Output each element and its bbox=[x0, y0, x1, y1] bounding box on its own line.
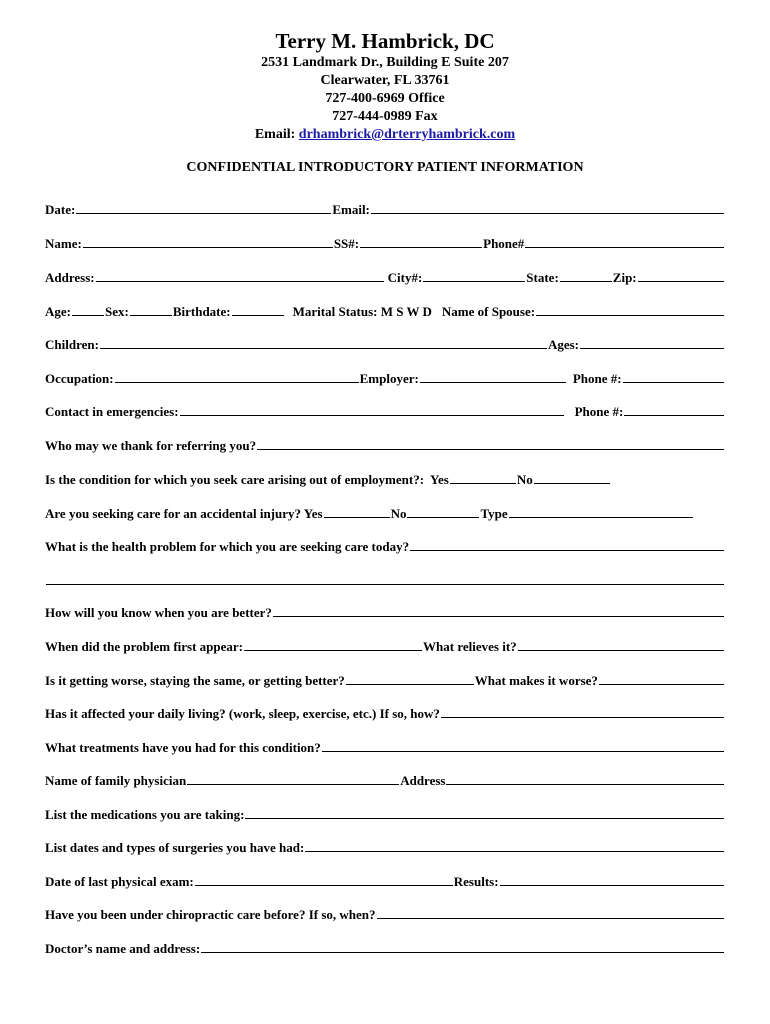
row-surgeries bbox=[45, 840, 725, 856]
phone-label: Phone# bbox=[483, 236, 525, 251]
row-better bbox=[45, 605, 725, 621]
phone-field[interactable] bbox=[525, 236, 724, 248]
spouse-field[interactable] bbox=[536, 304, 724, 316]
office-phone: 727-400-6969 Office bbox=[325, 91, 445, 106]
surgeries-field[interactable] bbox=[305, 840, 724, 852]
row-occupation bbox=[45, 371, 725, 387]
surgeries-label: List dates and types of surgeries you have had: bbox=[45, 840, 305, 855]
employment-yes-field[interactable] bbox=[450, 472, 516, 484]
accident-no-field[interactable] bbox=[407, 506, 479, 518]
doctor-label: Doctor’s name and address: bbox=[45, 941, 201, 956]
row-accident bbox=[45, 506, 725, 522]
email-label: Email: bbox=[254, 127, 296, 142]
employment-question: Is the condition for which you seek care arising out of employment?: bbox=[45, 472, 425, 487]
date-label: Date: bbox=[45, 202, 76, 217]
address-line-2: Clearwater, FL 33761 bbox=[320, 73, 450, 88]
row-physical bbox=[45, 874, 725, 890]
sex-label: Sex: bbox=[105, 304, 129, 319]
better-question: How will you know when you are better? bbox=[45, 605, 272, 620]
row-children bbox=[45, 337, 725, 353]
ss-field[interactable] bbox=[360, 236, 482, 248]
ss-label: SS#: bbox=[333, 236, 360, 251]
employer-label: Employer: bbox=[359, 371, 419, 386]
ages-label: Ages: bbox=[547, 337, 579, 352]
age-field[interactable] bbox=[72, 304, 104, 316]
age-label: Age: bbox=[45, 304, 71, 319]
row-medications bbox=[45, 807, 725, 823]
physician-address-label: Address bbox=[400, 773, 446, 788]
row-name bbox=[45, 236, 725, 252]
treatments-question: What treatments have you had for this condition? bbox=[45, 740, 321, 755]
makes-worse-label: What makes it worse? bbox=[474, 673, 598, 688]
row-date-email bbox=[45, 202, 725, 218]
accident-yes-field[interactable] bbox=[324, 506, 390, 518]
worse-field[interactable] bbox=[346, 673, 474, 685]
row-emergency bbox=[45, 404, 725, 420]
address-label: Address: bbox=[45, 270, 95, 285]
physical-exam-label: Date of last physical exam: bbox=[45, 874, 194, 889]
email-field-label: Email: bbox=[332, 202, 370, 217]
birthdate-label: Birthdate: bbox=[172, 304, 231, 319]
worse-question: Is it getting worse, staying the same, or getting better? bbox=[45, 673, 345, 688]
relieves-field[interactable] bbox=[518, 639, 724, 651]
address-line-1: 2531 Landmark Dr., Building E Suite 207 bbox=[261, 55, 509, 70]
fax-number: 727-444-0989 Fax bbox=[332, 109, 438, 124]
email-line bbox=[0, 126, 770, 144]
ages-field[interactable] bbox=[580, 337, 724, 349]
employment-no-label: No bbox=[516, 472, 533, 487]
employment-yes-label: Yes bbox=[430, 472, 449, 487]
physician-label: Name of family physician bbox=[45, 773, 187, 788]
city-field[interactable] bbox=[423, 270, 525, 282]
form-title: CONFIDENTIAL INTRODUCTORY PATIENT INFORMATION bbox=[186, 160, 584, 175]
chiropractic-question: Have you been under chiropractic care before? If so, when? bbox=[45, 907, 376, 922]
row-worse bbox=[45, 673, 725, 689]
problem-question: What is the health problem for which you are seeking care today? bbox=[45, 539, 410, 554]
results-field[interactable] bbox=[500, 874, 724, 886]
row-daily bbox=[45, 706, 725, 722]
date-field[interactable] bbox=[76, 202, 331, 214]
makes-worse-field[interactable] bbox=[599, 673, 724, 685]
row-chiropractic bbox=[45, 907, 725, 923]
row-first-appear bbox=[45, 639, 725, 655]
row-referral bbox=[45, 438, 725, 454]
results-label: Results: bbox=[453, 874, 499, 889]
occupation-phone-label: Phone #: bbox=[572, 371, 622, 386]
row-personal bbox=[45, 304, 725, 320]
children-field[interactable] bbox=[100, 337, 547, 349]
first-appear-label: When did the problem first appear: bbox=[45, 639, 244, 654]
address-field[interactable] bbox=[96, 270, 384, 282]
email-field[interactable] bbox=[371, 202, 724, 214]
marital-status[interactable]: Marital Status: M S W D bbox=[292, 304, 432, 319]
accident-type-field[interactable] bbox=[509, 506, 693, 518]
daily-question: Has it affected your daily living? (work, sleep, exercise, etc.) If so, how? bbox=[45, 706, 440, 721]
physical-exam-field[interactable] bbox=[195, 874, 453, 886]
employer-field[interactable] bbox=[420, 371, 566, 383]
children-label: Children: bbox=[45, 337, 99, 352]
doctor-name: Terry M. Hambrick, DC bbox=[275, 29, 495, 53]
state-label: State: bbox=[526, 270, 559, 285]
daily-field[interactable] bbox=[441, 706, 724, 718]
accident-question: Are you seeking care for an accidental injury? Yes bbox=[45, 506, 323, 521]
treatments-field[interactable] bbox=[322, 740, 724, 752]
accident-no-label: No bbox=[390, 506, 407, 521]
row-physician bbox=[45, 773, 725, 789]
row-treatments bbox=[45, 740, 725, 756]
letterhead bbox=[0, 0, 770, 144]
physician-address-field[interactable] bbox=[446, 773, 724, 785]
zip-field[interactable] bbox=[638, 270, 724, 282]
referral-label: Who may we thank for referring you? bbox=[45, 438, 257, 453]
sex-field[interactable] bbox=[130, 304, 172, 316]
occupation-label: Occupation: bbox=[45, 371, 114, 386]
zip-label: Zip: bbox=[612, 270, 637, 285]
problem-field[interactable] bbox=[410, 539, 724, 551]
state-field[interactable] bbox=[560, 270, 612, 282]
city-label: City#: bbox=[387, 270, 423, 285]
better-field[interactable] bbox=[273, 605, 724, 617]
row-problem-continued bbox=[45, 573, 725, 585]
name-label: Name: bbox=[45, 236, 82, 251]
email-link[interactable]: drhambrick@drterryhambrick.com bbox=[298, 127, 516, 142]
referral-field[interactable] bbox=[257, 438, 724, 450]
row-problem bbox=[45, 539, 725, 555]
emergency-phone-field[interactable] bbox=[624, 404, 724, 416]
name-field[interactable] bbox=[83, 236, 333, 248]
row-address bbox=[45, 270, 725, 286]
problem-field-continued[interactable] bbox=[46, 573, 724, 585]
physician-field[interactable] bbox=[187, 773, 399, 785]
emergency-phone-label: Phone #: bbox=[574, 404, 624, 419]
medications-field[interactable] bbox=[245, 807, 724, 819]
employment-no-field[interactable] bbox=[534, 472, 610, 484]
accident-type-label: Type bbox=[480, 506, 508, 521]
occupation-field[interactable] bbox=[115, 371, 359, 383]
chiropractic-field[interactable] bbox=[377, 907, 724, 919]
doctor-field[interactable] bbox=[201, 941, 724, 953]
emergency-contact-field[interactable] bbox=[180, 404, 564, 416]
relieves-label: What relieves it? bbox=[423, 639, 517, 654]
first-appear-field[interactable] bbox=[244, 639, 422, 651]
row-doctor bbox=[45, 941, 725, 957]
birthdate-field[interactable] bbox=[232, 304, 284, 316]
medications-label: List the medications you are taking: bbox=[45, 807, 245, 822]
occupation-phone-field[interactable] bbox=[623, 371, 724, 383]
emergency-contact-label: Contact in emergencies: bbox=[45, 404, 179, 419]
row-employment bbox=[45, 472, 725, 488]
spouse-label: Name of Spouse: bbox=[441, 304, 536, 319]
